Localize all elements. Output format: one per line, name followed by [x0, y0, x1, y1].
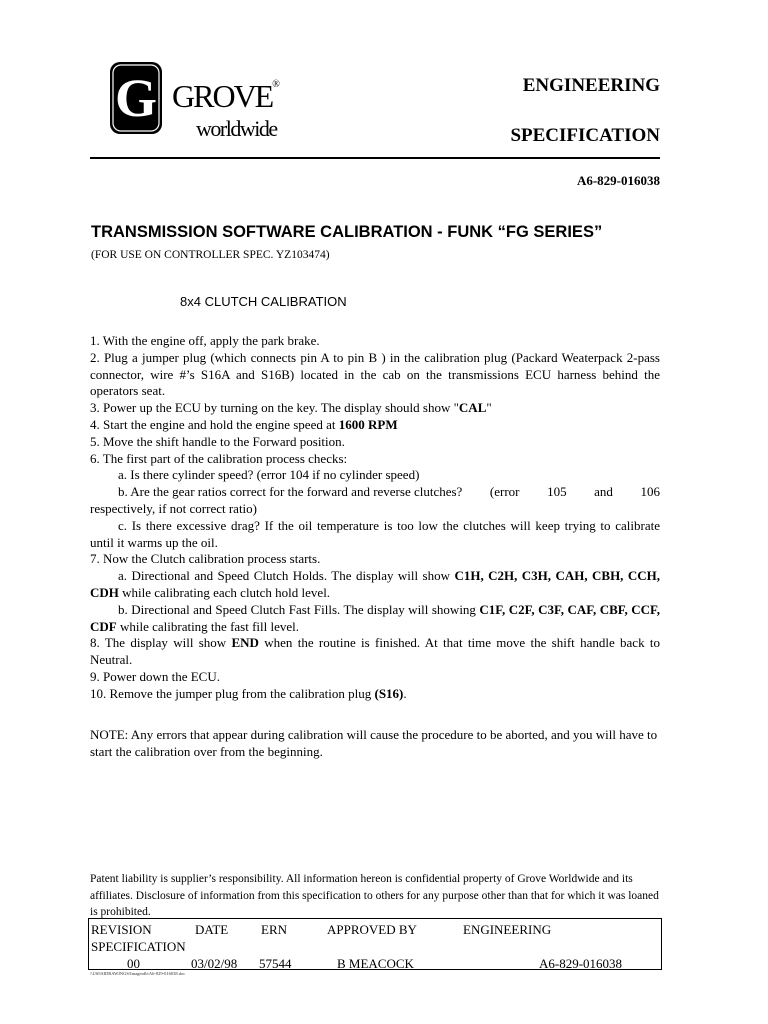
rev-value-date: 03/02/98: [191, 956, 238, 971]
step-6b: b. Are the gear ratios correct for the forward and reverse clutches? (error 105 and 106: [118, 484, 660, 500]
svg-text:G: G: [114, 68, 158, 128]
grove-g-logo: [108, 60, 164, 136]
patent-notice: Patent liability is supplier’s responsibility. All information hereon is confidential property of Grove Worldwide and its affiliates. Disclosure of information from this specification to others for any purpose other than that for which it was loaned is prohibited.: [90, 873, 659, 918]
revision-table: [88, 918, 662, 970]
step-6b-cont: respectively, if not correct ratio): [90, 500, 257, 516]
grove-logo-tagline: worldwide: [196, 116, 277, 141]
step-6: 6. The first part of the calibration process checks:: [90, 450, 348, 466]
step-6c: c. Is there excessive drag? If the oil temperature is too low the clutches will keep trying to calibrate until it warms up the oil.: [90, 517, 660, 550]
document-number: A6-829-016038: [576, 173, 660, 188]
section-title: 8x4 CLUTCH CALIBRATION: [180, 294, 347, 309]
header-engineering: ENGINEERING: [522, 75, 660, 96]
document-title: TRANSMISSION SOFTWARE CALIBRATION - FUNK “FG SERIES”: [91, 223, 603, 241]
step-10: 10. Remove the jumper plug from the calibration plug (S16).: [90, 685, 407, 701]
header-rule: [90, 157, 660, 159]
step-7a: a. Directional and Speed Clutch Holds. The display will show C1H, C2H, C3H, CAH, CBH, CCH, CDH while calibrating each clutch hold level.: [90, 568, 660, 600]
step-7b: b. Directional and Speed Clutch Fast Fills. The display will showing C1F, C2F, C3F, CAF, CBF, CCF, CDF while calibrating the fast fill level.: [90, 601, 660, 634]
step-1: 1. With the engine off, apply the park brake.: [90, 333, 320, 348]
step-4: 4. Start the engine and hold the engine speed at 1600 RPM: [90, 416, 398, 432]
rev-header-specification: SPECIFICATION: [91, 939, 186, 954]
step-5: 5. Move the shift handle to the Forward position.: [90, 433, 345, 449]
file-path: \\USI\SIDRAWINGS\Imagesdb\A6-829-016038.doc: [90, 971, 186, 976]
step-3: 3. Power up the ECU by turning on the key. The display should show "CAL": [90, 400, 492, 416]
header-specification: SPECIFICATION: [510, 125, 660, 146]
rev-header-date: DATE: [195, 922, 229, 937]
document-subtitle: (FOR USE ON CONTROLLER SPEC. YZ103474): [91, 249, 330, 261]
step-7: 7. Now the Clutch calibration process starts.: [90, 551, 321, 567]
rev-header-ern: ERN: [261, 922, 287, 937]
rev-value-ern: 57544: [259, 956, 292, 971]
rev-value-spec: A6-829-016038: [539, 956, 623, 971]
step-6a: a. Is there cylinder speed? (error 104 if no cylinder speed): [118, 467, 420, 483]
procedure-steps: [90, 333, 660, 703]
rev-value-approved: B MEACOCK: [337, 956, 414, 971]
step-2: 2. Plug a jumper plug (which connects pin A to pin B ) in the calibration plug (Packard Weaterpack 2-pass connector, wire #’s S16A and S16B) located in the cab on the transmissions ECU harness behind the operators seat.: [90, 349, 660, 399]
step-8: 8. The display will show END when the routine is finished. At that time move the shift handle back to Neutral.: [90, 635, 660, 668]
grove-logo-text: GROVE®: [172, 78, 280, 114]
note-paragraph: NOTE: Any errors that appear during calibration will cause the procedure to be aborted, and you will have to start the calibration over from the beginning.: [90, 727, 658, 759]
rev-header-revision: REVISION: [91, 922, 152, 937]
rev-value-revision: 00: [127, 956, 140, 971]
rev-header-engineering: ENGINEERING: [463, 922, 552, 937]
step-9: 9. Power down the ECU.: [90, 668, 220, 684]
rev-header-approved: APPROVED BY: [327, 922, 417, 937]
